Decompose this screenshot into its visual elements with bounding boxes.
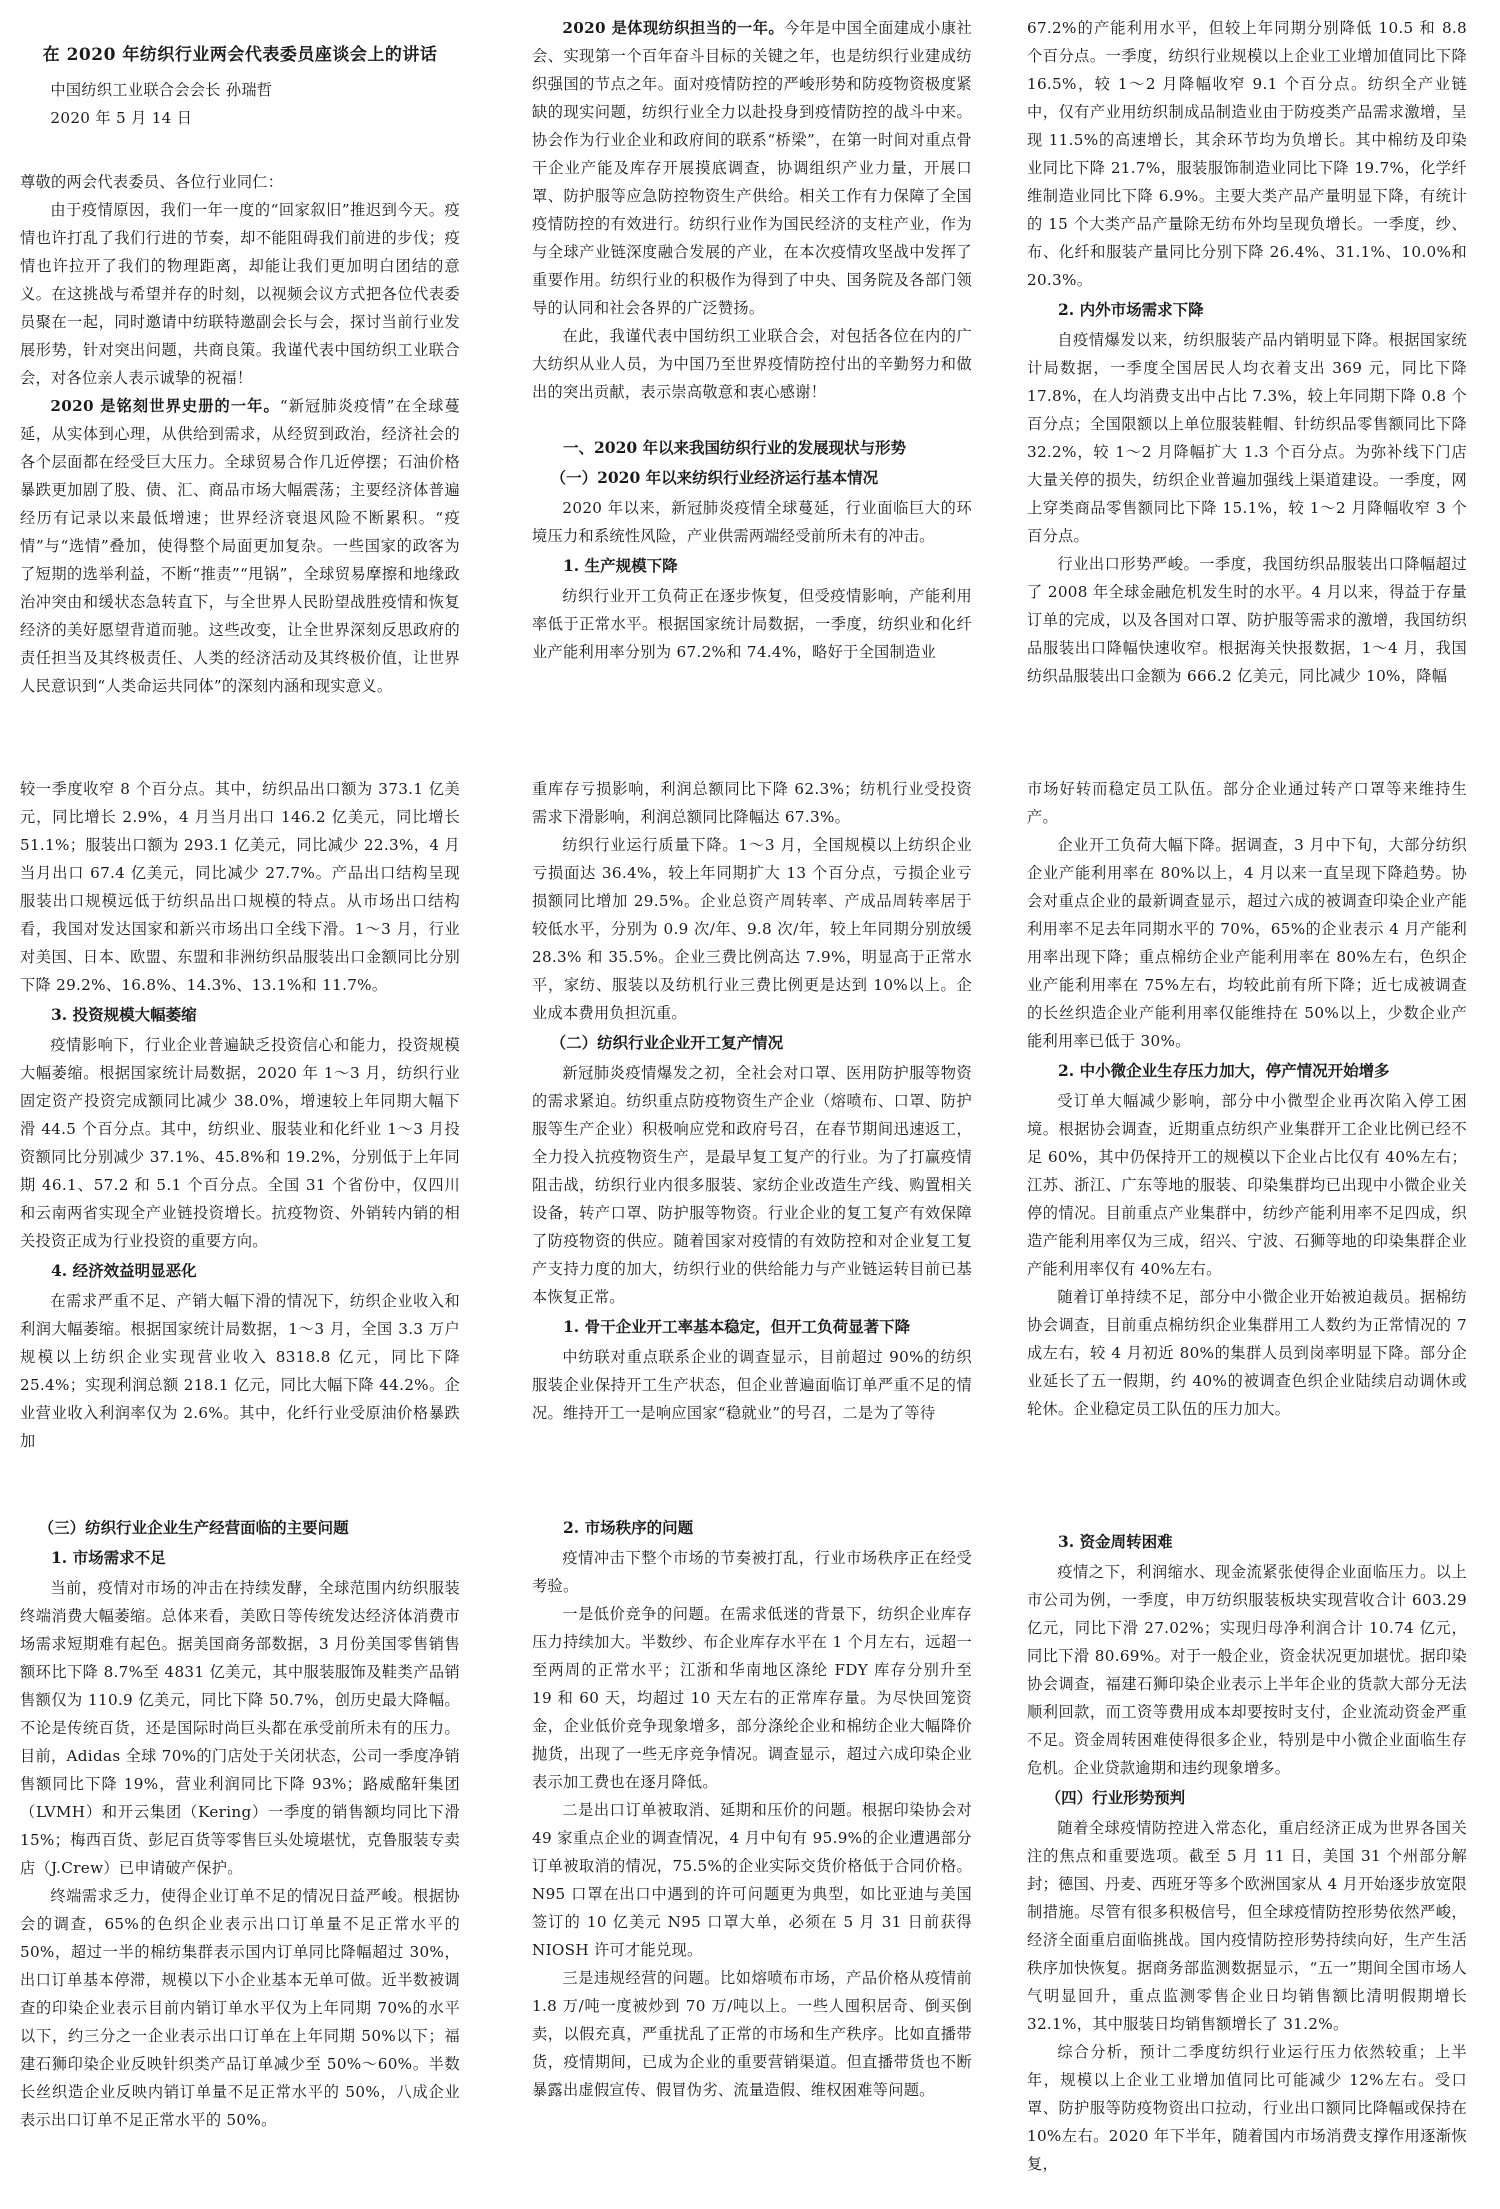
subsection-heading: （四）行业形势预判	[1045, 1788, 1186, 1807]
paragraph-lead: 2020 是体现纺织担当的一年。	[562, 19, 785, 37]
subsection-heading: 1. 市场需求不足	[51, 1548, 166, 1567]
paragraph: 较一季度收窄 8 个百分点。其中，纺织品出口额为 373.1 亿美元，同比增长 2.9%，4 月当月出口 146.2 亿美元，同比增长 51.1%；服装出口额为 293.1 亿美元，同比减少 22.3%，4 月当月出口 67.4 亿美元，同比减少 27.7%。产品出口结构呈现服装出口规模远低于纺织品出口规模的特点。从市场出口结构看，我国对发达国家和新兴市场出口全线下滑。1～3 月，行业对美国、日本、欧盟、东盟和非洲纺织品服装出口金额同比分别下降 29.2%、16.8%、14.3%、13.1%和 11.7%。	[20, 780, 460, 994]
subsection-heading: （二）纺织行业企业开工复产情况	[550, 1033, 784, 1052]
column-2	[532, 1500, 972, 2209]
paragraph: 二是出口订单被取消、延期和压价的问题。根据印染协会对 49 家重点企业的调查情况，4 月中旬有 95.9%的企业遭遇部分订单被取消的情况，75.5%的企业实际交货价格低于合同价格。N95 口罩在出口中遇到的许可问题更为典型，如比亚迪与美国签订的 10 亿美元 N95 口罩大单，必须在 5 月 31 日前获得 NIOSH 许可才能兑现。	[532, 1801, 972, 1959]
paragraph-lead: 2020 是铭刻世界史册的一年。	[50, 397, 280, 415]
paragraph: 终端需求乏力，使得企业订单不足的情况日益严峻。根据协会的调查，65%的色织企业表示出口订单量不足正常水平的 50%，超过一半的棉纺集群表示国内订单同比降幅超过 30%，出口订单基本停滞，规模以下小企业基本无单可做。近半数被调查的印染企业表示目前内销订单水平仅为上年同期 70%的水平以下，约三分之一企业表示出口订单在上年同期 50%以下；福建石狮印染企业反映针织类产品订单减少至 50%～60%。半数长丝织造企业反映内销订单量不足正常水平的 50%，八成企业表示出口订单不足正常水平的 50%。	[20, 1887, 460, 2129]
paragraph-body: 今年是中国全面建成小康社会、实现第一个百年奋斗目标的关键之年，也是纺织行业建成纺织强国的节点之年。面对疫情防控的严峻形势和防疫物资极度紧缺的现实问题，纺织行业全力以赴投身到疫情防控的战斗中来。协会作为行业企业和政府间的联系“桥梁”，在第一时间对重点骨干企业产能及库存开展摸底调查，协调组织产业力量，开展口罩、防护服等应急防控物资生产供给。相关工作有力保障了全国疫情防控的有效进行。纺织行业作为国民经济的支柱产业，作为与全球产业链深度融合发展的产业，在本次疫情攻坚战中发挥了重要作用。纺织行业的积极作为得到了中央、国务院及各部门领导的认同和社会各界的广泛赞扬。	[532, 19, 972, 317]
paragraph: 由于疫情原因，我们一年一度的“回家叙旧”推迟到今天。疫情也许打乱了我们行进的节奏，却不能阻碍我们前进的步伐；疫情也许拉开了我们的物理距离，却能让我们更加明白团结的意义。在这挑战与希望并存的时刻，以视频会议方式把各位代表委员聚在一起，同时邀请中纺联特邀副会长与会，探讨当前行业发展形势，针对突出问题，共商良策。我谨代表中国纺织工业联合会，对各位亲人表示诚挚的祝福！	[20, 201, 460, 387]
column-3	[1027, 775, 1467, 1490]
paragraph: 综合分析，预计二季度纺织行业运行压力依然较重；上半年，规模以上企业工业增加值同比可能减少 12%左右。受口罩、防护服等防疫物资出口拉动，行业出口额同比降幅或保持在 10%左右。2020 年下半年，随着国内市场消费支撑作用逐渐恢复，	[1027, 2043, 1467, 2173]
paragraph: 纺织行业运行质量下降。1～3 月，全国规模以上纺织企业亏损面达 36.4%，较上年同期扩大 13 个百分点，亏损企业亏损额同比增加 29.5%。企业总资产周转率、产成品周转率居于较低水平，分别为 0.9 次/年、9.8 次/年，较上年同期分别放缓 28.3% 和 35.5%。企业三费比例高达 7.9%，明显高于正常水平，家纺、服装以及纺机行业三费比例更是达到 10%以上。企业成本费用负担沉重。	[532, 836, 972, 1022]
paragraph: 当前，疫情对市场的冲击在持续发酵，全球范围内纺织服装终端消费大幅萎缩。总体来看，美欧日等传统发达经济体消费市场需求短期难有起色。据美国商务部数据，3 月份美国零售销售额环比下降 8.7%至 4831 亿美元，其中服装服饰及鞋类产品销售额仅为 110.9 亿美元，同比下降 50.7%，创历史最大降幅。不论是传统百货，还是国际时尚巨头都在承受前所未有的压力。目前，Adidas 全球 70%的门店处于关闭状态，公司一季度净销售额同比下降 19%，营业利润同比下降 93%；路威酩轩集团（LVMH）和开云集团（Kering）一季度的销售额均同比下滑 15%；梅西百货、彭尼百货等零售巨头处境堪忧，克鲁服装专卖店（J.Crew）已申请破产保护。	[20, 1579, 460, 1877]
subsection-heading: 4. 经济效益明显恶化	[51, 1261, 197, 1280]
paragraph: 疫情冲击下整个市场的节奏被打乱，行业市场秩序正在经受考验。	[532, 1549, 972, 1595]
paragraph: 纺织行业开工负荷正在逐步恢复，但受疫情影响，产能利用率低于正常水平。根据国家统计局数据，一季度，纺织业和化纤业产能利用率分别为 67.2%和 74.4%，略好于全国制造业	[532, 587, 972, 661]
subsection-heading: 2. 中小微企业生存压力加大，停产情况开始增多	[1058, 1061, 1390, 1080]
paragraph: 重库存亏损影响，利润总额同比下降 62.3%；纺机行业受投资需求下滑影响，利润总额同比降幅达 67.3%。	[532, 780, 972, 826]
subsection-heading: 2. 市场秩序的问题	[563, 1518, 694, 1537]
section-heading: 一、2020 年以来我国纺织行业的发展现状与形势	[563, 438, 907, 457]
subsection-heading: （一）2020 年以来纺织行业经济运行基本情况	[550, 468, 879, 487]
subsection-heading: （三）纺织行业企业生产经营面临的主要问题	[38, 1518, 349, 1537]
spacer	[20, 132, 460, 168]
paragraph: 在此，我谨代表中国纺织工业联合会，对包括各位在内的广大纺织从业人员，为中国乃至世界疫情防控付出的辛勤努力和做出的突出贡献，表示崇高敬意和衷心感谢！	[532, 327, 972, 401]
paragraph	[20, 392, 460, 700]
page-band-2	[0, 775, 1500, 1490]
paragraph: 一是低价竞争的问题。在需求低迷的背景下，纺织企业库存压力持续加大。半数纱、布企业库存水平在 1 个月左右，远超一至两周的正常水平；江浙和华南地区涤纶 FDY 库存分别升至 19 和 60 天，均超过 10 天左右的正常库存量。为尽快回笼资金，企业低价竞争现象增多，部分涤纶企业和棉纺企业大幅降价抛货，出现了一些无序竞争情况。调查显示，超过六成印染企业表示加工费也在逐月降低。	[532, 1605, 972, 1791]
paragraph: 随着全球疫情防控进入常态化，重启经济正成为世界各国关注的焦点和重要选项。截至 5 月 11 日，美国 31 个州部分解封；德国、丹麦、西班牙等多个欧洲国家从 4 月开始逐步放宽限制措施。尽管有很多积极信号，但全球疫情防控形势依然严峻，经济全面重启面临挑战。国内疫情防控形势持续向好，生产生活秩序加快恢复。据商务部监测数据显示，“五一”期间全国市场人气明显回升，重点监测零售企业日均销售额比清明假期增长 32.1%，其中服装日均销售额增长了 31.2%。	[1027, 1819, 1467, 2033]
paragraph: 中纺联对重点联系企业的调查显示，目前超过 90%的纺织服装企业保持开工生产状态，但企业普遍面临订单严重不足的情况。维持开工一是响应国家“稳就业”的号召，二是为了等待	[532, 1348, 972, 1422]
paragraph: 随着订单持续不足，部分中小微企业开始被迫裁员。据棉纺协会调查，目前重点棉纺织企业集群用工人数约为正常情况的 7 成左右，较 4 月初近 80%的集群人员到岗率明显下降。部分企业延长了五一假期，约 40%的被调查色织企业陆续启动调休或轮休。企业稳定员工队伍的压力加大。	[1027, 1288, 1467, 1418]
paragraph	[532, 14, 972, 322]
paragraph: 三是违规经营的问题。比如熔喷布市场，产品价格从疫情前 1.8 万/吨一度被炒到 70 万/吨以上。一些人囤积居奇、倒买倒卖，以假充真，严重扰乱了正常的市场和生产秩序。比如直播带货，疫情期间，已成为企业的重要营销渠道。但直播带货也不断暴露出虚假宣传、假冒伪劣、流量造假、维权困难等问题。	[532, 1969, 972, 2099]
subsection-heading: 2. 内外市场需求下降	[1058, 300, 1204, 319]
page-band-1	[0, 0, 1500, 745]
paragraph: 行业出口形势严峻。一季度，我国纺织品服装出口降幅超过了 2008 年全球金融危机发生时的水平。4 月以来，得益于存量订单的完成，以及各国对口罩、防护服等需求的激增，我国纺织品服装出口降幅快速收窄。根据海关快报数据，1～4 月，我国纺织品服装出口金额为 666.2 亿美元，同比减少 10%，降幅	[1027, 555, 1467, 685]
column-1	[20, 775, 460, 1490]
paragraph: 疫情影响下，行业企业普遍缺乏投资信心和能力，投资规模大幅萎缩。根据国家统计局数据，2020 年 1～3 月，纺织行业固定资产投资完成额同比减少 38.0%，增速较上年同期大幅下滑 44.5 个百分点。其中，纺织业、服装业和化纤业 1～3 月投资额同比分别减少 37.1%、45.8%和 19.2%，分别低于上年同期 46.1、57.2 和 5.1 个百分点。全国 31 个省份中，仅四川和云南两省实现全产业链投资增长。抗疫物资、外销转内销的相关投资正成为行业投资的重要方向。	[20, 1036, 460, 1250]
column-3	[1027, 0, 1467, 745]
paragraph-body: “新冠肺炎疫情”在全球蔓延，从实体到心理，从供给到需求，从经贸到政治，经济社会的各个层面都在经受巨大压力。全球贸易合作几近停摆；石油价格暴跌更加剧了股、债、汇、商品市场大幅震荡；主要经济体普遍经历有记录以来最低增速；世界经济衰退风险不断累积。“疫情”与“选情”叠加，使得整个局面更加复杂。一些国家的政客为了短期的选举利益，不断“推责”“甩锅”，全球贸易摩擦和地缘政治冲突由和缓状态急转直下，与全世界人民盼望战胜疫情和恢复经济的美好愿望背道而驰。这些改变，让全世界深刻反思政府的责任担当及其终极责任、人类的经济活动及其终极价值，让世界人民意识到“人类命运共同体”的深刻内涵和现实意义。	[20, 397, 460, 695]
page-band-3	[0, 1500, 1500, 2209]
document-title: 在 2020 年纺织行业两会代表委员座谈会上的讲话	[42, 45, 438, 65]
paragraph: 自疫情爆发以来，纺织服装产品内销明显下降。根据国家统计局数据，一季度全国居民人均衣着支出 369 元，同比下降 17.8%，在人均消费支出中占比 7.3%，较上年同期下降 0.8 个百分点；全国限额以上单位服装鞋帽、针纺织品零售额同比下降 32.2%，较 1～2 月降幅扩大 1.3 个百分点。为弥补线下门店大量关停的损失，纺织企业普遍加强线上渠道建设。一季度，网上穿类商品零售额同比下降 15.1%，较 1～2 月降幅收窄 3 个百分点。	[1027, 331, 1467, 545]
paragraph: 企业开工负荷大幅下降。据调查，3 月中下旬，大部分纺织企业产能利用率在 80%以上，4 月以来一直呈现下降趋势。协会对重点企业的最新调查显示，超过六成的被调查印染企业产能利用率不足去年同期水平的 70%，65%的企业表示 4 月产能利用率出现下降；重点棉纺企业产能利用率在 80%左右，色织企业产能利用率在 75%左右，均较此前有所下降；近七成被调查的长丝织造企业产能利用率仅能维持在 50%以上，少数企业产能利用率已低于 30%。	[1027, 836, 1467, 1050]
paragraph: 疫情之下，利润缩水、现金流紧张使得企业面临压力。以上市公司为例，一季度，申万纺织服装板块实现营收合计 603.29 亿元，同比下滑 27.02%；实现归母净利润合计 10.74 亿元，同比下滑 80.69%。对于一般企业，资金状况更加堪忧。据印染协会调查，福建石狮印染企业表示上半年企业的货款大部分无法顺利回款，而工资等费用成本却要按时支付，企业流动资金严重不足。资金周转困难使得很多企业，特别是中小微企业面临生存危机。企业贷款逾期和违约现象增多。	[1027, 1563, 1467, 1777]
paragraph: 2020 年以来，新冠肺炎疫情全球蔓延，行业面临巨大的环境压力和系统性风险，产业供需两端经受前所未有的冲击。	[532, 499, 972, 545]
paragraph: 在需求严重不足、产销大幅下滑的情况下，纺织企业收入和利润大幅萎缩。根据国家统计局数据，1～3 月，全国 3.3 万户规模以上纺织企业实现营业收入 8318.8 亿元，同比下降 25.4%；实现利润总额 218.1 亿元，同比大幅下降 44.2%。企业营业收入利润率仅为 2.6%。其中，化纤行业受原油价格暴跌加	[20, 1292, 460, 1450]
column-2	[532, 0, 972, 745]
subsection-heading: 1. 骨干企业开工率基本稳定，但开工负荷显著下降	[563, 1317, 911, 1336]
column-3	[1027, 1500, 1467, 2209]
speech-date: 2020 年 5 月 14 日	[50, 109, 193, 127]
column-2	[532, 775, 972, 1490]
paragraph: 市场好转而稳定员工队伍。部分企业通过转产口罩等来维持生产。	[1027, 780, 1467, 826]
paragraph: 新冠肺炎疫情爆发之初，全社会对口罩、医用防护服等物资的需求紧迫。纺织重点防疫物资生产企业（熔喷布、口罩、防护服等生产企业）积极响应党和政府号召，在春节期间迅速返工，全力投入抗疫物资生产，是最早复工复产的行业。为了打赢疫情阻击战，纺织行业内很多服装、家纺企业改造生产线、购置相关设备，转产口罩、防护服等物资。行业企业的复工复产有效保障了防疫物资的供应。随着国家对疫情的有效防控和对企业复工复产支持力度的加大，纺织行业的供给能力与产业链运转目前已基本恢复正常。	[532, 1064, 972, 1306]
subsection-heading: 3. 投资规模大幅萎缩	[51, 1005, 197, 1024]
paragraph: 67.2%的产能利用水平，但较上年同期分别降低 10.5 和 8.8 个百分点。一季度，纺织行业规模以上企业工业增加值同比下降 16.5%，较 1～2 月降幅收窄 9.1 个百分点。纺织全产业链中，仅有产业用纺织制成品制造业由于防疫类产品需求激增，呈现 11.5%的高速增长，其余环节均为负增长。其中棉纺及印染业同比下降 21.7%，服装服饰制造业同比下降 19.7%，化学纤维制造业同比下降 6.9%。主要大类产品产量明显下降，有统计的 15 个大类产品产量除无纺布外均呈现负增长。一季度，纱、布、化纤和服装产量同比分别下降 26.4%、31.1%、10.0%和 20.3%。	[1027, 19, 1467, 289]
subsection-heading: 3. 资金周转困难	[1058, 1532, 1173, 1551]
column-1	[20, 1500, 460, 2209]
author-byline: 中国纺织工业联合会会长 孙瑞哲	[50, 81, 273, 99]
salutation: 尊敬的两会代表委员、各位行业同仁：	[20, 173, 284, 191]
paragraph: 受订单大幅减少影响，部分中小微型企业再次陷入停工困境。根据协会调查，近期重点纺织产业集群开工企业比例已经不足 60%，其中仍保持开工的规模以下企业占比仅有 40%左右；江苏、浙江、广东等地的服装、印染集群均已出现中小微企业关停的情况。目前重点产业集群中，纺纱产能利用率不足四成，织造产能利用率仅为三成，绍兴、宁波、石狮等地的印染集群企业产能利用率仅有 40%左右。	[1027, 1092, 1467, 1278]
subsection-heading: 1. 生产规模下降	[563, 556, 678, 575]
column-1	[20, 0, 460, 745]
